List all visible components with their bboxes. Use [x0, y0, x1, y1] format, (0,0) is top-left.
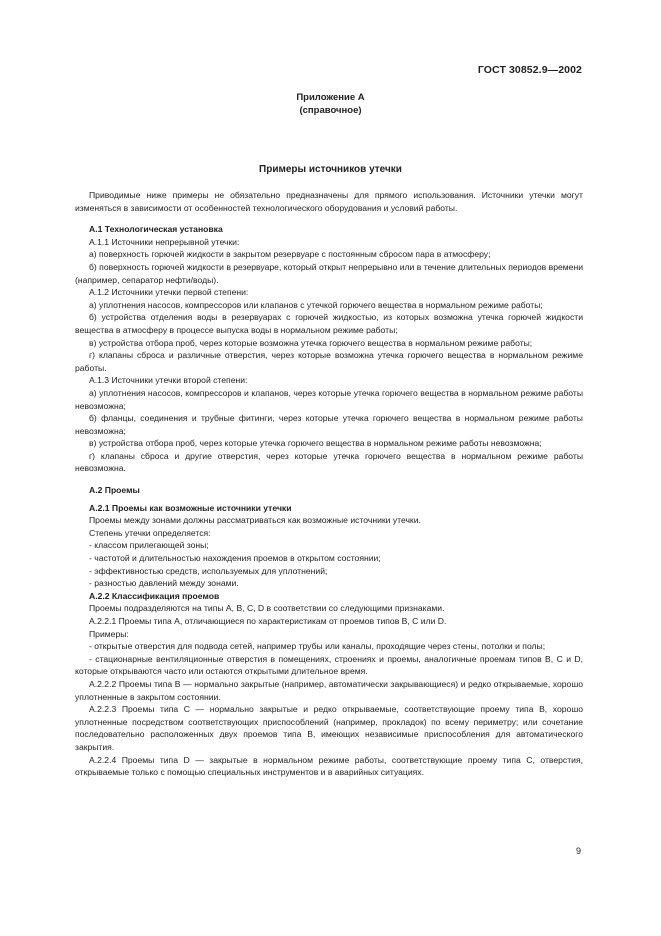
paragraph: Проемы подразделяются на типы А, В, С, D в соответствии со следующими признаками. [89, 603, 445, 614]
document-body [75, 189, 583, 779]
list-item: - стационарные вентиляционные отверстия в помещениях, строениях и проемы, аналогичные проемам типов В, С и D, которые открываются часто или остаются открытыми длительное время. [75, 653, 583, 677]
heading-a1: А.1 Технологическая установка [89, 224, 223, 235]
paragraph: б) поверхность горючей жидкости в резервуаре, который открыт непрерывно или в течение длительных периодов времени (например, сепаратор нефти/воды). [75, 261, 583, 285]
paragraph: а) уплотнения насосов, компрессоров и клапанов, через которые утечка горючего вещества в нормальном режиме работы невозможна; [75, 387, 583, 411]
heading-a22: А.2.2 Классификация проемов [89, 590, 220, 601]
paragraph: Примеры: [89, 628, 129, 639]
paragraph: г) клапаны сброса и другие отверстия, через которые утечка горючего вещества в нормальном режиме работы невозможна. [75, 450, 583, 474]
heading-a21: А.2.1 Проемы как возможные источники утечки [89, 502, 292, 513]
list-item: - разностью давлений между зонами. [89, 578, 239, 589]
list-item: - классом прилегающей зоны; [89, 540, 209, 551]
list-item: - частотой и длительностью нахождения проемов в открытом состоянии; [89, 553, 381, 564]
section-title: Примеры источников утечки [259, 164, 402, 175]
paragraph: А.2.2.3 Проемы типа С — нормально закрытые и редко открываемые, соответствующие проему типа В, хорошо уплотненные посредством соответствующих приспособлений (например, прокладок) по всему периметру; или сочетание последовательно расположенных двух проемов типа В, имеющих независимые приспособления для автоматического закрытия. [75, 704, 583, 752]
list-item: - открытые отверстия для подвода сетей, например трубы или каналы, проходящие через стены, потолки и полы; [89, 641, 546, 652]
appendix-note: (справочное) [299, 105, 362, 116]
paragraph: Степень утечки определяется: [89, 527, 211, 538]
heading-a2: А.2 Проемы [89, 485, 140, 496]
paragraph: А.1.3 Источники утечки второй степени: [89, 375, 248, 386]
intro-paragraph: Приводимые ниже примеры не обязательно предназначены для прямого использования. Источники утечки могут изменяться в зависимости от особенностей технологического оборудования и условий работы. [75, 190, 583, 213]
paragraph: в) устройства отбора проб, через которые возможна утечка горючего вещества в нормальном режиме работы; [89, 337, 533, 348]
paragraph: А.2.2.2 Проемы типа В — нормально закрытые (например, автоматически закрывающиеся) и редко открываемые, хорошо уплотненные в закрытом состоянии. [75, 678, 583, 702]
paragraph: А.1.2 Источники утечки первой степени: [89, 287, 249, 298]
paragraph: г) клапаны сброса и различные отверстия, через которые возможна утечка горючего вещества в нормальном режиме работы. [75, 350, 583, 373]
paragraph: Проемы между зонами должны рассматриваться как возможные источники утечки. [89, 515, 421, 526]
paragraph: А.2.2.1 Проемы типа А, отличающиеся по характеристикам от проемов типов В, С или D. [89, 616, 447, 626]
paragraph: б) фланцы, соединения и трубные фитинги, через которые утечка горючего вещества в нормальном режиме работы невозможна; [75, 413, 583, 436]
paragraph: А.2.2.4 Проемы типа D — закрытые в нормальном режиме работы, соответствующие проему типа С, отверстия, открываемые только с помощью специальных инструментов и в аварийных ситуациях. [75, 754, 583, 778]
paragraph: б) устройства отделения воды в резервуарах с горючей жидкостью, из которых возможна утечка горючей жидкости вещества в атмосферу в процессе выпуска воды в нормальном режиме работы; [75, 312, 583, 335]
page-number: 9 [575, 846, 581, 856]
paragraph: а) уплотнения насосов, компрессоров или клапанов с утечкой горючего вещества в нормальном режиме работы; [89, 299, 543, 310]
paragraph: а) поверхность горючей жидкости в закрытом резервуаре с постоянным сбросом пара в атмосферу; [89, 249, 491, 260]
list-item: - эффективностью средств, используемых для уплотнений; [89, 565, 328, 576]
paragraph: в) устройства отбора проб, через которые утечка горючего вещества в нормальном режиме работы невозможна; [89, 438, 542, 449]
standard-number: ГОСТ 30852.9—2002 [477, 64, 582, 76]
appendix-label: Приложение А [296, 92, 365, 103]
paragraph: А.1.1 Источники непрерывной утечки: [89, 236, 240, 247]
